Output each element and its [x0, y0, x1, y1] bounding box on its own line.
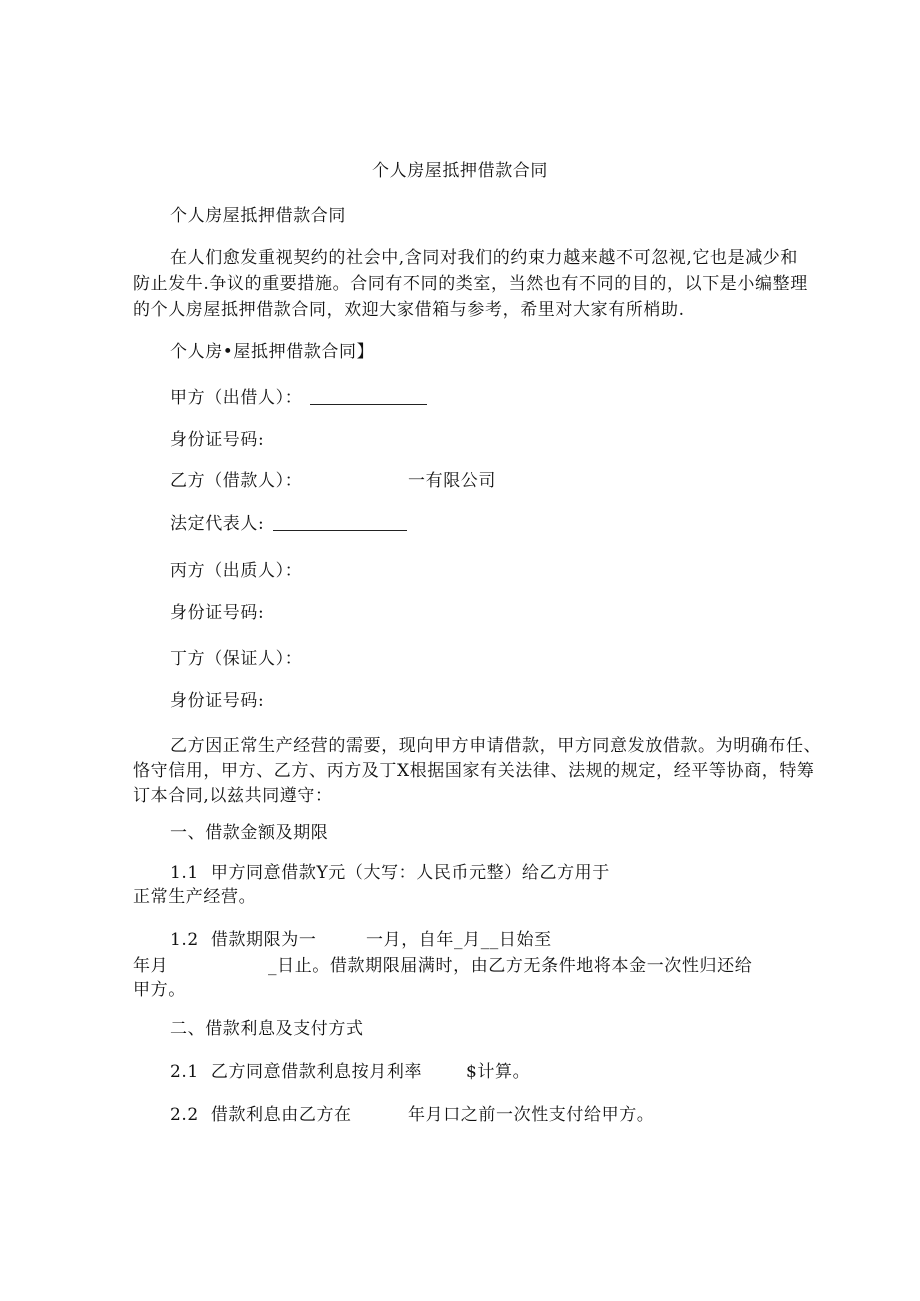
legal-rep-label: 法定代表人:	[170, 514, 265, 534]
preamble-line-2: 恪守信用，甲方、乙方、丙方及丁X根据国家有关法律、法规的规定，经平等协商，特筹	[133, 761, 815, 781]
clause-1-2-part-c: 年月	[133, 956, 169, 976]
clause-1-2-part-d: _日止。借款期限届满时，由乙方无条件地将本金一次性归还给	[268, 956, 753, 976]
document-subtitle: 个人房屋抵押借款合同	[170, 206, 346, 226]
document-title: 个人房屋抵押借款合同	[372, 161, 548, 181]
clause-2-2-part-b: 年月口之前一次性支付给甲方。	[408, 1105, 655, 1125]
id-number-label-2: 身份证号码:	[170, 603, 265, 623]
clause-2-1-part-a: 2.1 乙方同意借款利息按月利率	[170, 1062, 423, 1082]
id-number-label-1: 身份证号码:	[170, 430, 265, 450]
intro-line-2: 防止发牛.争议的重要措施。合同有不同的类室，当然也有不同的目的，以下是小编整理	[133, 274, 808, 294]
section-1-heading: 一、借款金额及期限	[170, 823, 329, 843]
party-d-label: 丁方（保证人）：	[170, 649, 303, 669]
contract-heading: 个人房•屋抵押借款合同】	[170, 342, 375, 362]
section-2-heading: 二、借款利息及支付方式	[170, 1019, 364, 1039]
clause-2-1-part-b: $计算。	[466, 1062, 531, 1082]
id-number-label-3: 身份证号码:	[170, 691, 265, 711]
party-b-company: 一有限公司	[408, 471, 496, 491]
preamble-line-3: 订本合同,以兹共同遵守：	[133, 786, 333, 806]
clause-1-1-line-1: 1.1 甲方同意借款Y元（大写：人民币元整）给乙方用于	[170, 863, 610, 883]
intro-line-3: 的个人房屋抵押借款合同，欢迎大家借箱与参考，希里对大家有所梢助.	[133, 300, 685, 320]
party-a-label: 甲方（出借人）：	[170, 388, 303, 408]
clause-1-2-part-b: 一月，自年_月__日始至	[366, 930, 552, 950]
party-a-blank	[310, 390, 427, 405]
intro-line-1: 在人们愈发重视契约的社会中,含同对我们的约束力越来越不可忽视,它也是减少和	[170, 248, 799, 268]
party-c-label: 丙方（出质人）：	[170, 561, 303, 581]
preamble-line-1: 乙方因正常生产经营的需要，现向甲方申请借款，甲方同意发放借款。为明确布任、	[170, 736, 822, 756]
legal-rep-blank	[273, 516, 407, 531]
party-b-label: 乙方（借款人）：	[170, 471, 303, 491]
clause-1-2-part-a: 1.2 借款期限为一	[170, 930, 317, 950]
clause-1-1-line-2: 正常生产经营。	[133, 887, 257, 907]
clause-1-2-part-e: 甲方。	[133, 980, 186, 1000]
clause-2-2-part-a: 2.2 借款利息由乙方在	[170, 1105, 352, 1125]
